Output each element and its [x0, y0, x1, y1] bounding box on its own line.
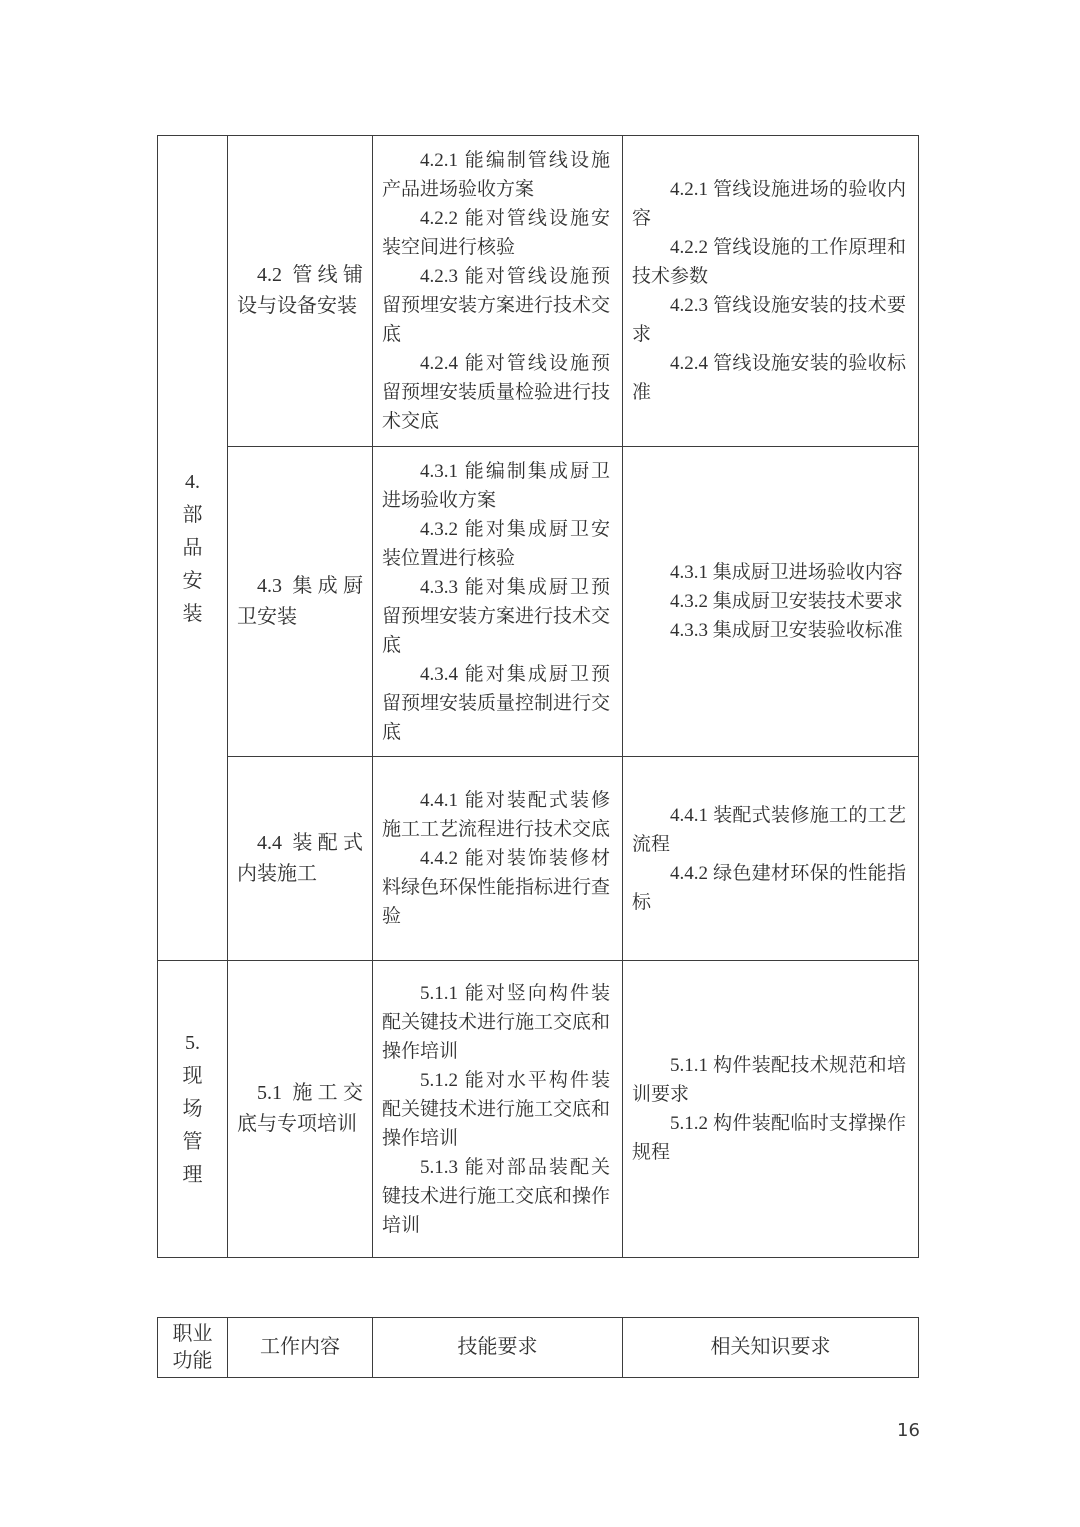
knowledge-item: 5.1.1 构件装配技术规范和培训要求 — [632, 1055, 906, 1105]
function-char: 理 — [182, 1163, 203, 1186]
skill-item: 4.2.1 能编制管线设施产品进场验收方案 — [382, 150, 610, 200]
knowledge-cell — [623, 757, 919, 961]
skill-item: 4.3.4 能对集成厨卫预留预埋安装质量控制进行交底 — [382, 663, 611, 743]
page-number: 16 — [897, 1420, 920, 1441]
function-cell-5 — [158, 961, 228, 1258]
header-skill-requirements: 技能要求 — [373, 1318, 623, 1378]
work-content-label: 4.2 管线铺设与设备安装 — [237, 264, 363, 317]
skill-item: 4.2.4 能对管线设施预留预埋安装质量检验进行技术交底 — [382, 353, 611, 432]
skill-item: 4.2.3 能对管线设施预留预埋安装方案进行技术交底 — [382, 266, 611, 345]
header-work-content: 工作内容 — [228, 1318, 373, 1378]
knowledge-item: 4.4.1 装配式装修施工的工艺流程 — [632, 804, 906, 855]
function-char: 4. — [185, 470, 200, 493]
skill-item: 4.3.2 能对集成厨卫安装位置进行核验 — [382, 518, 610, 569]
header-line: 职业 — [172, 1322, 213, 1345]
work-content-label: 5.1 施工交底与专项培训 — [237, 1082, 363, 1135]
knowledge-item: 4.3.3 集成厨卫安装验收标准 — [670, 620, 903, 641]
work-content-label: 4.4 装配式内装施工 — [237, 831, 363, 885]
skills-cell — [373, 447, 623, 757]
function-char: 安 — [182, 569, 203, 592]
function-char: 场 — [182, 1097, 203, 1120]
skill-item: 4.4.2 能对装饰装修材料绿色环保性能指标进行查验 — [382, 848, 611, 927]
table-row — [158, 136, 919, 447]
table-row — [158, 961, 919, 1258]
work-content-cell — [228, 136, 373, 447]
function-char: 5. — [185, 1031, 200, 1054]
skill-item: 5.1.1 能对竖向构件装配关键技术进行施工交底和操作培训 — [382, 982, 611, 1062]
header-line: 功能 — [172, 1349, 213, 1372]
skill-item: 4.3.1 能编制集成厨卫进场验收方案 — [382, 460, 610, 511]
skill-item: 5.1.2 能对水平构件装配关键技术进行施工交底和操作培训 — [382, 1069, 611, 1149]
skill-item: 4.2.2 能对管线设施安装空间进行核验 — [382, 208, 610, 258]
knowledge-item: 4.3.2 集成厨卫安装技术要求 — [670, 591, 903, 612]
header-job-function — [158, 1318, 228, 1378]
knowledge-cell — [623, 961, 919, 1258]
work-content-cell — [228, 447, 373, 757]
skills-cell — [373, 136, 623, 447]
knowledge-item: 4.3.1 集成厨卫进场验收内容 — [670, 562, 903, 583]
knowledge-item: 4.2.1 管线设施进场的验收内容 — [632, 179, 906, 229]
knowledge-cell — [623, 447, 919, 757]
header-knowledge-requirements: 相关知识要求 — [623, 1318, 919, 1378]
knowledge-item: 5.1.2 构件装配临时支撑操作规程 — [632, 1113, 906, 1163]
table-row — [158, 757, 919, 961]
work-content-cell — [228, 961, 373, 1258]
skill-item: 4.3.3 能对集成厨卫预留预埋安装方案进行技术交底 — [382, 576, 611, 656]
knowledge-item: 4.2.2 管线设施的工作原理和技术参数 — [632, 237, 906, 287]
work-content-cell — [228, 757, 373, 961]
function-cell-4 — [158, 136, 228, 961]
skills-cell — [373, 757, 623, 961]
skills-cell — [373, 961, 623, 1258]
footer-header-table — [157, 1317, 919, 1378]
skill-item: 5.1.3 能对部品装配关键技术进行施工交底和操作培训 — [382, 1156, 611, 1236]
function-char: 现 — [182, 1064, 203, 1087]
table-row — [158, 447, 919, 757]
knowledge-item: 4.2.3 管线设施安装的技术要求 — [632, 295, 906, 345]
function-char: 部 — [182, 503, 203, 526]
skill-item: 4.4.1 能对装配式装修施工工艺流程进行技术交底 — [382, 790, 611, 840]
knowledge-cell — [623, 136, 919, 447]
function-char: 品 — [182, 536, 203, 559]
main-table — [157, 135, 919, 1258]
knowledge-item: 4.2.4 管线设施安装的验收标准 — [632, 353, 906, 403]
function-char: 装 — [182, 602, 203, 625]
footer-header-row — [158, 1318, 919, 1378]
knowledge-item: 4.4.2 绿色建材环保的性能指标 — [632, 862, 906, 913]
work-content-label: 4.3 集成厨卫安装 — [237, 574, 363, 628]
function-char: 管 — [182, 1130, 203, 1153]
